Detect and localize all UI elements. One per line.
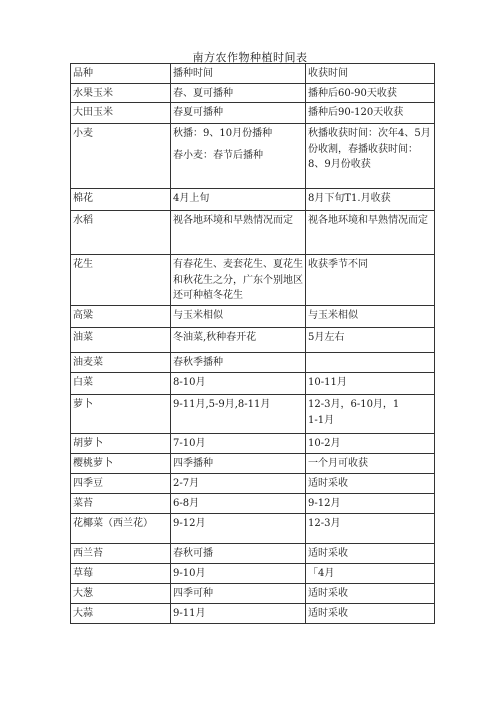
sow-cell: 9-11月,5-9月,8-11月 bbox=[171, 395, 306, 434]
crop-cell: 草莓 bbox=[71, 564, 171, 584]
sow-cell: 8-10月 bbox=[171, 373, 306, 395]
sow-cell: 有春花生、麦套花生、夏花生和秋花生之分，广东个别地区还可种植冬花生 bbox=[171, 255, 306, 306]
table-header-row bbox=[71, 64, 435, 84]
crop-cell: 水稻 bbox=[71, 211, 171, 255]
table-row bbox=[71, 544, 435, 564]
harvest-cell: 秋播收获时间：次年4、5月份收割，春播收获时间：8、9月份收获 bbox=[306, 124, 435, 189]
table-row bbox=[71, 395, 435, 434]
crop-cell: 四季豆 bbox=[71, 474, 171, 494]
harvest-cell: 适时采收 bbox=[306, 474, 435, 494]
crop-cell: 水果玉米 bbox=[71, 83, 171, 103]
crop-cell: 大田玉米 bbox=[71, 103, 171, 124]
table-row bbox=[71, 83, 435, 103]
table-row bbox=[71, 454, 435, 474]
crop-cell: 高粱 bbox=[71, 306, 171, 328]
crop-cell: 花椰菜（西兰花） bbox=[71, 514, 171, 544]
sow-cell: 视各地环境和早熟情况而定 bbox=[171, 211, 306, 255]
sow-cell: 春、夏可播种 bbox=[171, 83, 306, 103]
table-row bbox=[71, 434, 435, 454]
sow-cell: 春秋可播 bbox=[171, 544, 306, 564]
sow-line: 春小麦：春节后播种 bbox=[173, 149, 263, 161]
crop-cell: 白菜 bbox=[71, 373, 171, 395]
crop-cell: 油菜 bbox=[71, 328, 171, 353]
sow-cell: 四季可种 bbox=[171, 584, 306, 604]
crop-cell: 樱桃萝卜 bbox=[71, 454, 171, 474]
table-row bbox=[71, 474, 435, 494]
harvest-cell: 「4月 bbox=[306, 564, 435, 584]
sow-cell: 冬油菜,秋种春开花 bbox=[171, 328, 306, 353]
crop-cell: 小麦 bbox=[71, 124, 171, 189]
sow-line: 秋播：9、10月份播种 bbox=[173, 128, 273, 139]
harvest-cell: 10-11月 bbox=[306, 373, 435, 395]
sow-cell: 9-10月 bbox=[171, 564, 306, 584]
harvest-cell: 收获季节不同 bbox=[306, 255, 435, 306]
crop-cell: 花生 bbox=[71, 255, 171, 306]
table-row bbox=[71, 373, 435, 395]
table-row bbox=[71, 211, 435, 255]
harvest-cell: 视各地环境和早熟情况而定 bbox=[306, 211, 435, 255]
crop-cell: 油麦菜 bbox=[71, 353, 171, 373]
sow-cell: 9-12月 bbox=[171, 514, 306, 544]
harvest-cell: 适时采收 bbox=[306, 604, 435, 624]
table-row bbox=[71, 564, 435, 584]
sow-cell: 2-7月 bbox=[171, 474, 306, 494]
crop-cell: 菜苔 bbox=[71, 494, 171, 514]
harvest-cell: 5月左右 bbox=[306, 328, 435, 353]
crop-cell: 西兰苔 bbox=[71, 544, 171, 564]
harvest-cell bbox=[306, 395, 435, 434]
table-row bbox=[71, 103, 435, 124]
table-row bbox=[71, 124, 435, 189]
harvest-cell: 播种后90-120天收获 bbox=[306, 103, 435, 124]
table-row bbox=[71, 255, 435, 306]
table-row bbox=[71, 328, 435, 353]
table-row bbox=[71, 584, 435, 604]
sow-cell: 9-11月 bbox=[171, 604, 306, 624]
harvest-line: 12-3月，6-10月，1 bbox=[308, 399, 400, 410]
harvest-line: 1-1月 bbox=[308, 414, 335, 426]
sow-cell: 春夏可播种 bbox=[171, 103, 306, 124]
page-title: 南方农作物种植时间表 bbox=[192, 51, 308, 64]
table-row bbox=[71, 353, 435, 373]
crop-cell: 胡萝卜 bbox=[71, 434, 171, 454]
header-sow-time: 播种时间 bbox=[171, 64, 306, 84]
crop-cell: 萝卜 bbox=[71, 395, 171, 434]
sow-cell: 与玉米相似 bbox=[171, 306, 306, 328]
harvest-cell: 12-3月 bbox=[306, 514, 435, 544]
harvest-cell: 9-12月 bbox=[306, 494, 435, 514]
table-row bbox=[71, 306, 435, 328]
crop-cell: 大蒜 bbox=[71, 604, 171, 624]
sow-cell bbox=[171, 124, 306, 189]
sow-cell: 7-10月 bbox=[171, 434, 306, 454]
harvest-cell: 10-2月 bbox=[306, 434, 435, 454]
table-row bbox=[71, 494, 435, 514]
header-crop: 品种 bbox=[71, 64, 171, 84]
harvest-cell: 与玉米相似 bbox=[306, 306, 435, 328]
sow-cell: 6-8月 bbox=[171, 494, 306, 514]
harvest-cell bbox=[306, 353, 435, 373]
sow-cell: 春秋季播种 bbox=[171, 353, 306, 373]
table-row bbox=[71, 514, 435, 544]
header-harvest-time: 收获时间 bbox=[306, 64, 435, 84]
table-row bbox=[71, 604, 435, 624]
harvest-cell: 8月下旬T1.月收获 bbox=[306, 189, 435, 211]
table-row bbox=[71, 189, 435, 211]
harvest-cell: 播种后60-90天收获 bbox=[306, 83, 435, 103]
harvest-cell: 适时采收 bbox=[306, 544, 435, 564]
crop-cell: 棉花 bbox=[71, 189, 171, 211]
planting-schedule-table bbox=[70, 63, 435, 624]
sow-cell: 四季播种 bbox=[171, 454, 306, 474]
sow-cell: 4月上旬 bbox=[171, 189, 306, 211]
harvest-cell: 适时采收 bbox=[306, 584, 435, 604]
harvest-cell: 一个月可收获 bbox=[306, 454, 435, 474]
crop-cell: 大葱 bbox=[71, 584, 171, 604]
